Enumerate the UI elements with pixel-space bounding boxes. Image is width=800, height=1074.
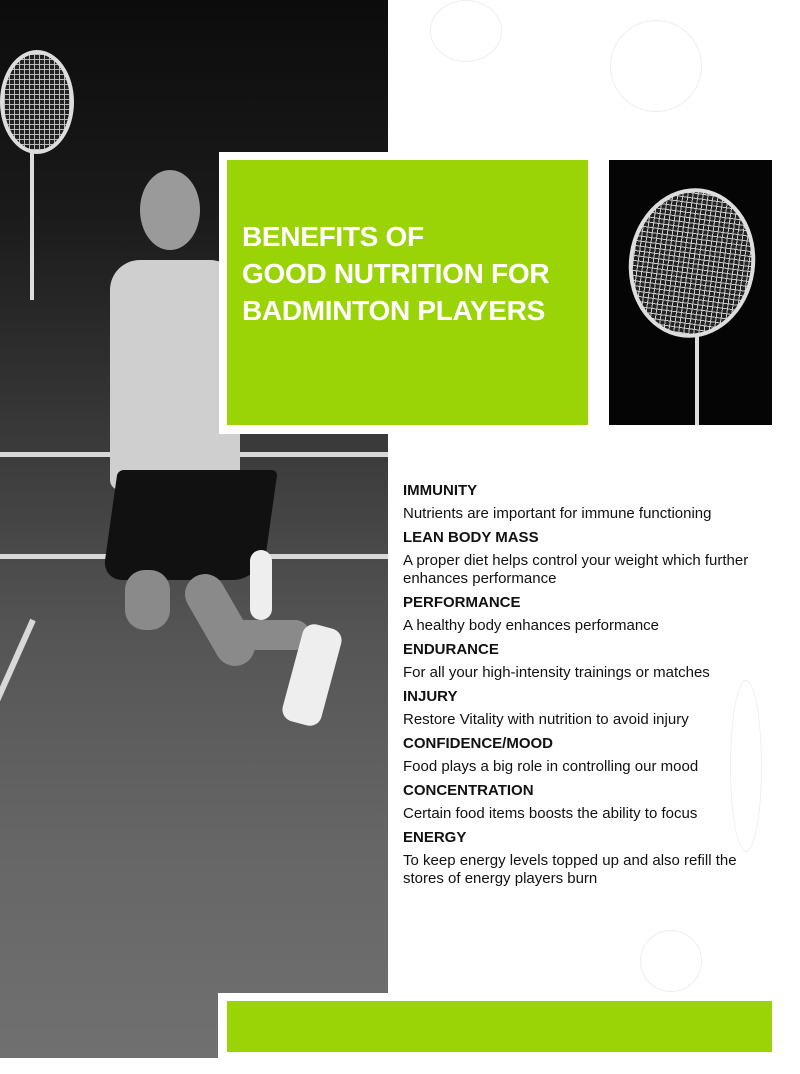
benefit-heading: ENDURANCE — [403, 641, 499, 658]
benefit-text: Certain food items boosts the ability to focus — [403, 805, 698, 822]
footer-accent-bar — [227, 1001, 772, 1052]
benefit-text: For all your high-intensity trainings or matches — [403, 664, 710, 681]
racket-image — [0, 50, 74, 154]
benefit-text: Nutrients are important for immune functioning — [403, 505, 712, 522]
benefits-list — [403, 480, 763, 892]
title-line: BADMINTON PLAYERS — [242, 295, 545, 326]
food-doodle-decoration — [610, 20, 702, 112]
food-doodle-decoration — [640, 930, 702, 992]
benefit-text: A healthy body enhances performance — [403, 617, 660, 634]
benefit-item — [403, 780, 763, 823]
benefit-heading: IMMUNITY — [403, 482, 478, 499]
benefit-heading: INJURY — [403, 688, 458, 705]
benefit-text: Restore Vitality with nutrition to avoid injury — [403, 711, 689, 728]
food-doodle-decoration — [430, 0, 502, 62]
benefit-item — [403, 527, 763, 588]
benefit-item — [403, 686, 763, 729]
benefit-text: To keep energy levels topped up and also refill the stores of energy players burn — [403, 852, 737, 887]
benefit-item — [403, 733, 763, 776]
racket-photo — [609, 160, 772, 425]
benefit-item — [403, 480, 763, 523]
benefit-text: A proper diet helps control your weight which further enhances performance — [403, 552, 749, 587]
page-title — [242, 218, 549, 329]
benefit-heading: LEAN BODY MASS — [403, 529, 539, 546]
benefit-text: Food plays a big role in controlling our mood — [403, 758, 699, 775]
benefit-heading: CONFIDENCE/MOOD — [403, 735, 553, 752]
title-line: GOOD NUTRITION FOR — [242, 258, 550, 289]
benefit-heading: CONCENTRATION — [403, 782, 534, 799]
title-line: BENEFITS OF — [242, 221, 424, 252]
benefit-item — [403, 592, 763, 635]
benefit-item — [403, 639, 763, 682]
benefit-heading: PERFORMANCE — [403, 594, 521, 611]
benefit-heading: ENERGY — [403, 829, 467, 846]
benefit-item — [403, 827, 763, 888]
